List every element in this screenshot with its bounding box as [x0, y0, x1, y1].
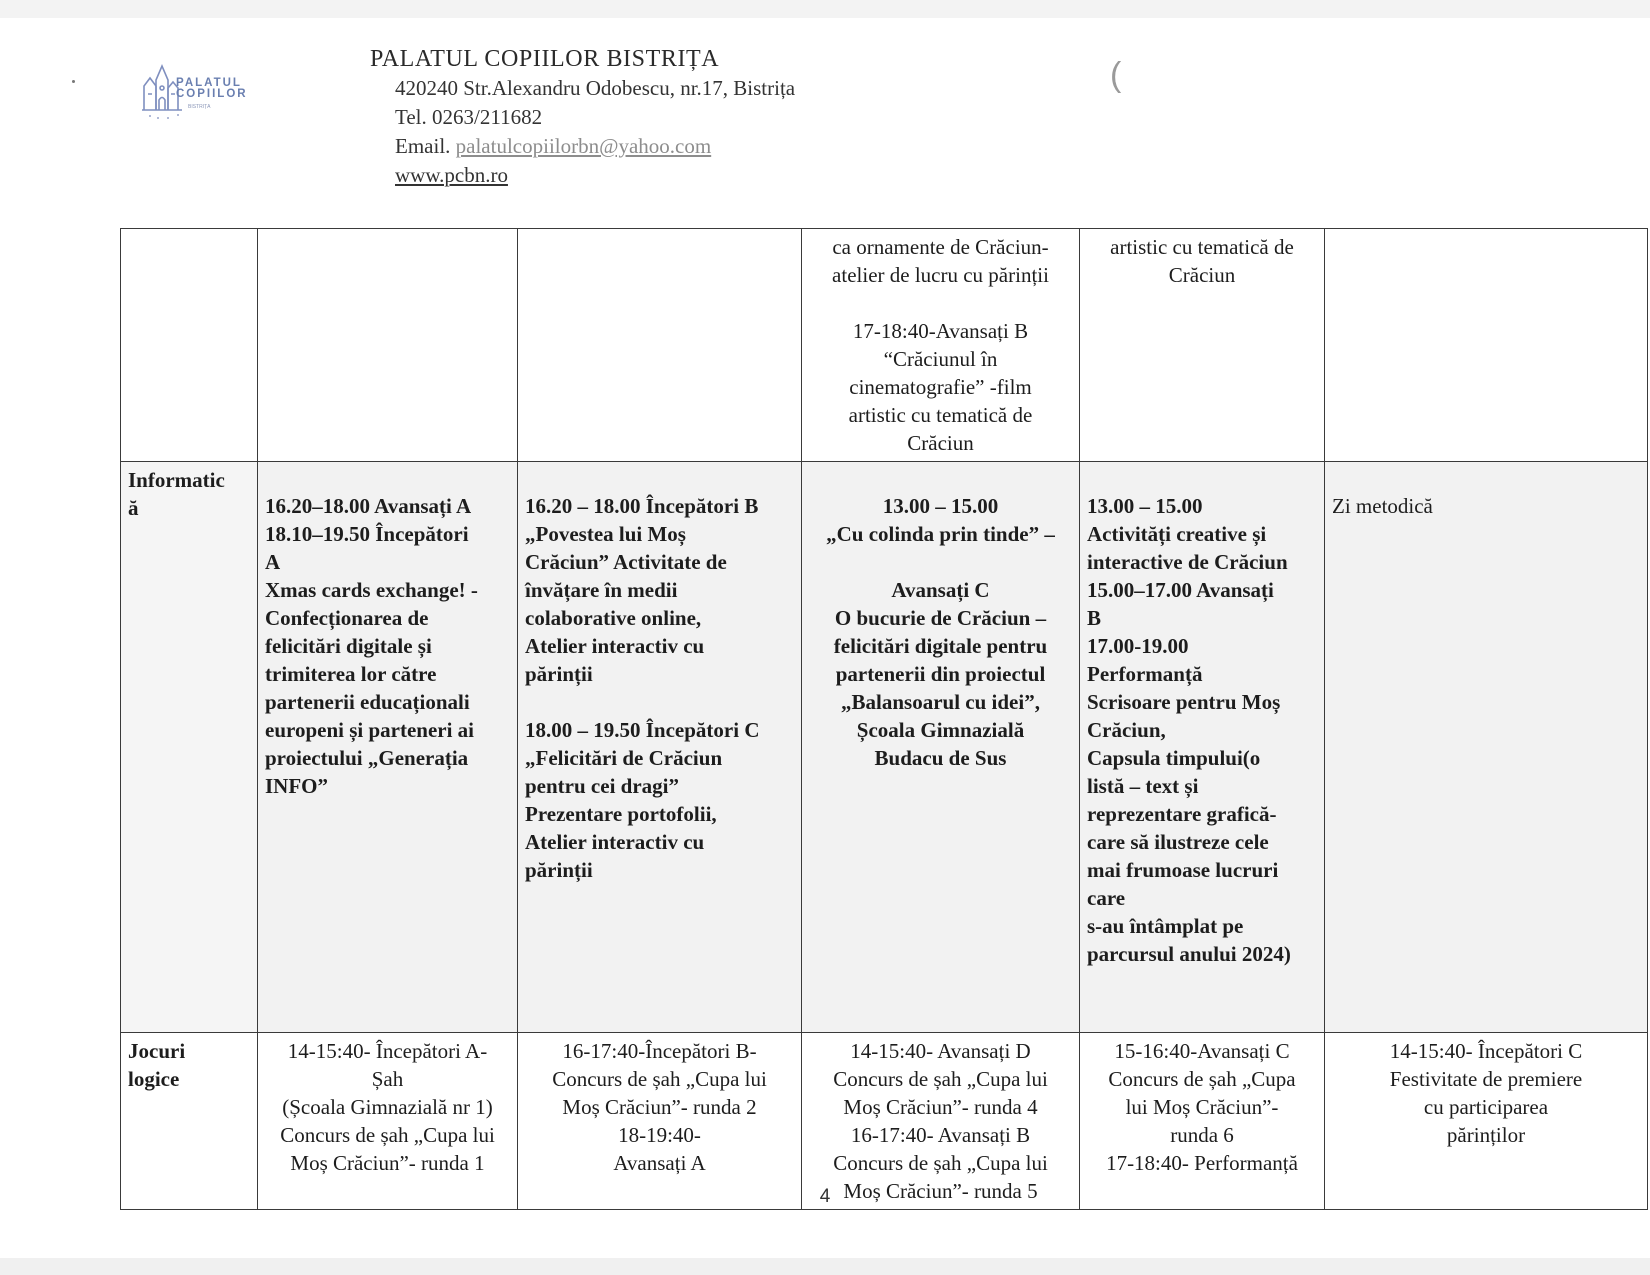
schedule-cell: 14-15:40- Începători C Festivitate de premiere cu participarea părinților [1325, 1033, 1648, 1210]
schedule-cell: 14-15:40- Avansați D Concurs de șah „Cupa lui Moș Crăciun”- runda 4 16-17:40- Avansați B Concurs de șah „Cupa lui Moș Crăciun”- runda 5 [802, 1033, 1080, 1210]
schedule-cell: Zi metodică [1325, 462, 1648, 1033]
address-line: 420240 Str.Alexandru Odobescu, nr.17, Bistrița [395, 76, 796, 100]
website-link[interactable]: www.pcbn.ro [395, 163, 508, 187]
website-line [370, 161, 795, 190]
institution-logo [142, 60, 262, 122]
phone-line: Tel. 0263/211682 [395, 105, 543, 129]
schedule-cell: artistic cu tematică de Crăciun [1080, 229, 1325, 462]
schedule-cell: 13.00 – 15.00 Activități creative și interactive de Crăciun 15.00–17.00 Avansați B 17.00-19.00 Performanță Scrisoare pentru Moș Crăciun, Capsula timpului(o listă – text și reprezentare grafică- care să ilustreze cele mai frumoase lucruri care s-au întâmplat pe parcursul anului 2024) [1080, 462, 1325, 1033]
schedule-cell [518, 229, 802, 462]
stray-mark: ( [1110, 56, 1122, 94]
table-row-informatica [121, 462, 1648, 1033]
subject-cell [121, 229, 258, 462]
schedule-cell: 14-15:40- Începători A- Șah (Școala Gimnazială nr 1) Concurs de șah „Cupa lui Moș Crăciun”- runda 1 [258, 1033, 518, 1210]
schedule-cell: ca ornamente de Crăciun- atelier de lucru cu părinții 17-18:40-Avansați B “Crăciunul în cinematografie” -film artistic cu tematică de Crăciun [802, 229, 1080, 462]
page-number: 4 [819, 1186, 831, 1207]
email-link[interactable]: palatulcopiilorbn@yahoo.com [455, 134, 712, 158]
subject-cell: Informatic ă [121, 462, 258, 1033]
schedule-cell [258, 229, 518, 462]
email-label: Email. [395, 134, 451, 158]
scan-bottom-edge [0, 1258, 1650, 1275]
logo-wordmark [176, 78, 248, 100]
schedule-cell: 16-17:40-Începători B- Concurs de șah „Cupa lui Moș Crăciun”- runda 2 18-19:40- Avansați A [518, 1033, 802, 1210]
table-row [121, 229, 1648, 462]
table-row-jocuri-logice [121, 1033, 1648, 1210]
schedule-cell: 16.20–18.00 Avansați A 18.10–19.50 Începători A Xmas cards exchange! - Confecționarea de felicitări digitale și trimiterea lor către partenerii educaționali europeni și parteneri ai proiectului „Generația INFO” [258, 462, 518, 1033]
activity-schedule-table [120, 228, 1648, 1210]
logo-line-3: BISTRIȚA [188, 104, 211, 110]
scan-speck [72, 80, 75, 83]
logo-line-2: COPIILOR [176, 88, 248, 100]
organization-name: PALATUL COPIILOR BISTRIȚA [370, 46, 720, 72]
subject-cell: Jocuri logice [121, 1033, 258, 1210]
email-line [370, 132, 795, 161]
schedule-cell: 16.20 – 18.00 Începători B „Povestea lui Moș Crăciun” Activitate de învățare în medii colaborative online, Atelier interactiv cu părinții 18.00 – 19.50 Începători C „Felicitări de Crăciun pentru cei dragi” Prezentare portofolii, Atelier interactiv cu părinții [518, 462, 802, 1033]
logo-line-1: PALATUL [176, 77, 242, 89]
schedule-cell: 15-16:40-Avansați C Concurs de șah „Cupa lui Moș Crăciun”- runda 6 17-18:40- Performanță [1080, 1033, 1325, 1210]
schedule-cell: 13.00 – 15.00 „Cu colinda prin tinde” – Avansați C O bucurie de Crăciun – felicitări digitale pentru partenerii din proiectul „Balansoarul cu idei”, Școala Gimnazială Budacu de Sus [802, 462, 1080, 1033]
schedule-cell [1325, 229, 1648, 462]
letterhead [370, 44, 795, 190]
scan-top-edge [0, 0, 1650, 18]
